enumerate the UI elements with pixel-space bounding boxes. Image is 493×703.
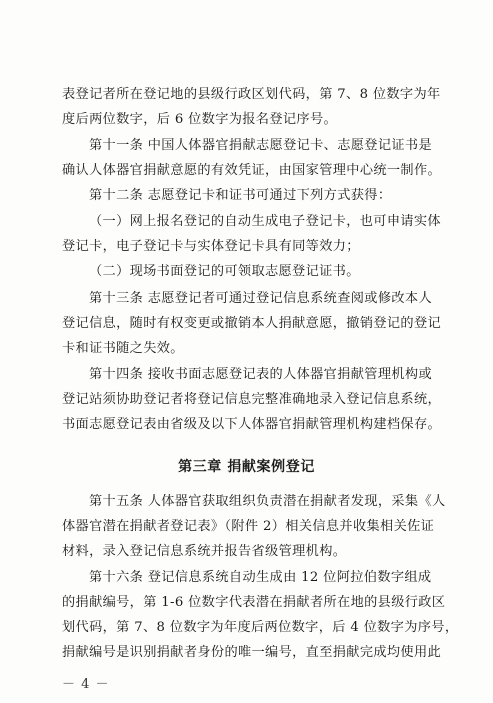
article-16-line: 第十六条 登记信息系统自动生成由 12 位阿拉伯数字组成 (89, 570, 432, 585)
paragraph-line: 捐献编号是识别捐献者身份的唯一编号，直至捐献完成均使用此 (62, 645, 442, 660)
paragraph-line: 卡和证书随之失效。 (62, 341, 184, 356)
paragraph-line: 表登记者所在登记地的县级行政区划代码，第 7、8 位数字为年 (62, 87, 441, 102)
paragraph-line: 划代码，第 7、8 位数字为年度后两位数字，后 4 位数字为序号， (62, 620, 459, 635)
article-11-line: 第十一条 中国人体器官捐献志愿登记卡、志愿登记证书是 (89, 138, 432, 153)
paragraph-line: 体器官潜在捐献者登记表》（附件 2）相关信息并收集相关佐证 (62, 519, 435, 534)
paragraph-line: 书面志愿登记表由省级及以下人体器官捐献管理机构建档保存。 (62, 417, 442, 432)
chapter-title: 第三章 捐献案例登记 (178, 459, 315, 475)
list-item-2-line: （二）现场书面登记的可领取志愿登记证书。 (89, 264, 360, 279)
paragraph-line: 确认人体器官捐献意愿的有效凭证，由国家管理中心统一制作。 (62, 163, 442, 178)
paragraph-line: 的捐献编号，第 1-6 位数字代表潜在捐献者所在地的县级行政区 (62, 595, 446, 610)
article-14-line: 第十四条 接收书面志愿登记表的人体器官捐献管理机构或 (89, 367, 432, 382)
paragraph-line: 登记信息，随时有权变更或撤销本人捐献意愿，撤销登记的登记 (62, 316, 442, 331)
article-13-line: 第十三条 志愿登记者可通过登记信息系统查阅或修改本人 (89, 291, 432, 306)
paragraph-line: 材料，录入登记信息系统并报告省级管理机构。 (62, 544, 347, 559)
list-item-1-line: （一）网上报名登记的自动生成电子登记卡，也可申请实体 (89, 214, 441, 229)
article-12-line: 第十二条 志愿登记卡和证书可通过下列方式获得： (89, 188, 392, 203)
paragraph-line: 度后两位数字，后 6 位数字为报名登记序号。 (62, 112, 338, 127)
article-15-line: 第十五条 人体器官获取组织负责潜在捐献者发现，采集《人 (89, 494, 446, 509)
page-number: － 4 － (62, 677, 110, 692)
paragraph-line: 登记站须协助登记者将登记信息完整准确地录入登记信息系统， (62, 392, 442, 407)
paragraph-line: 登记卡，电子登记卡与实体登记卡具有同等效力； (62, 239, 360, 254)
